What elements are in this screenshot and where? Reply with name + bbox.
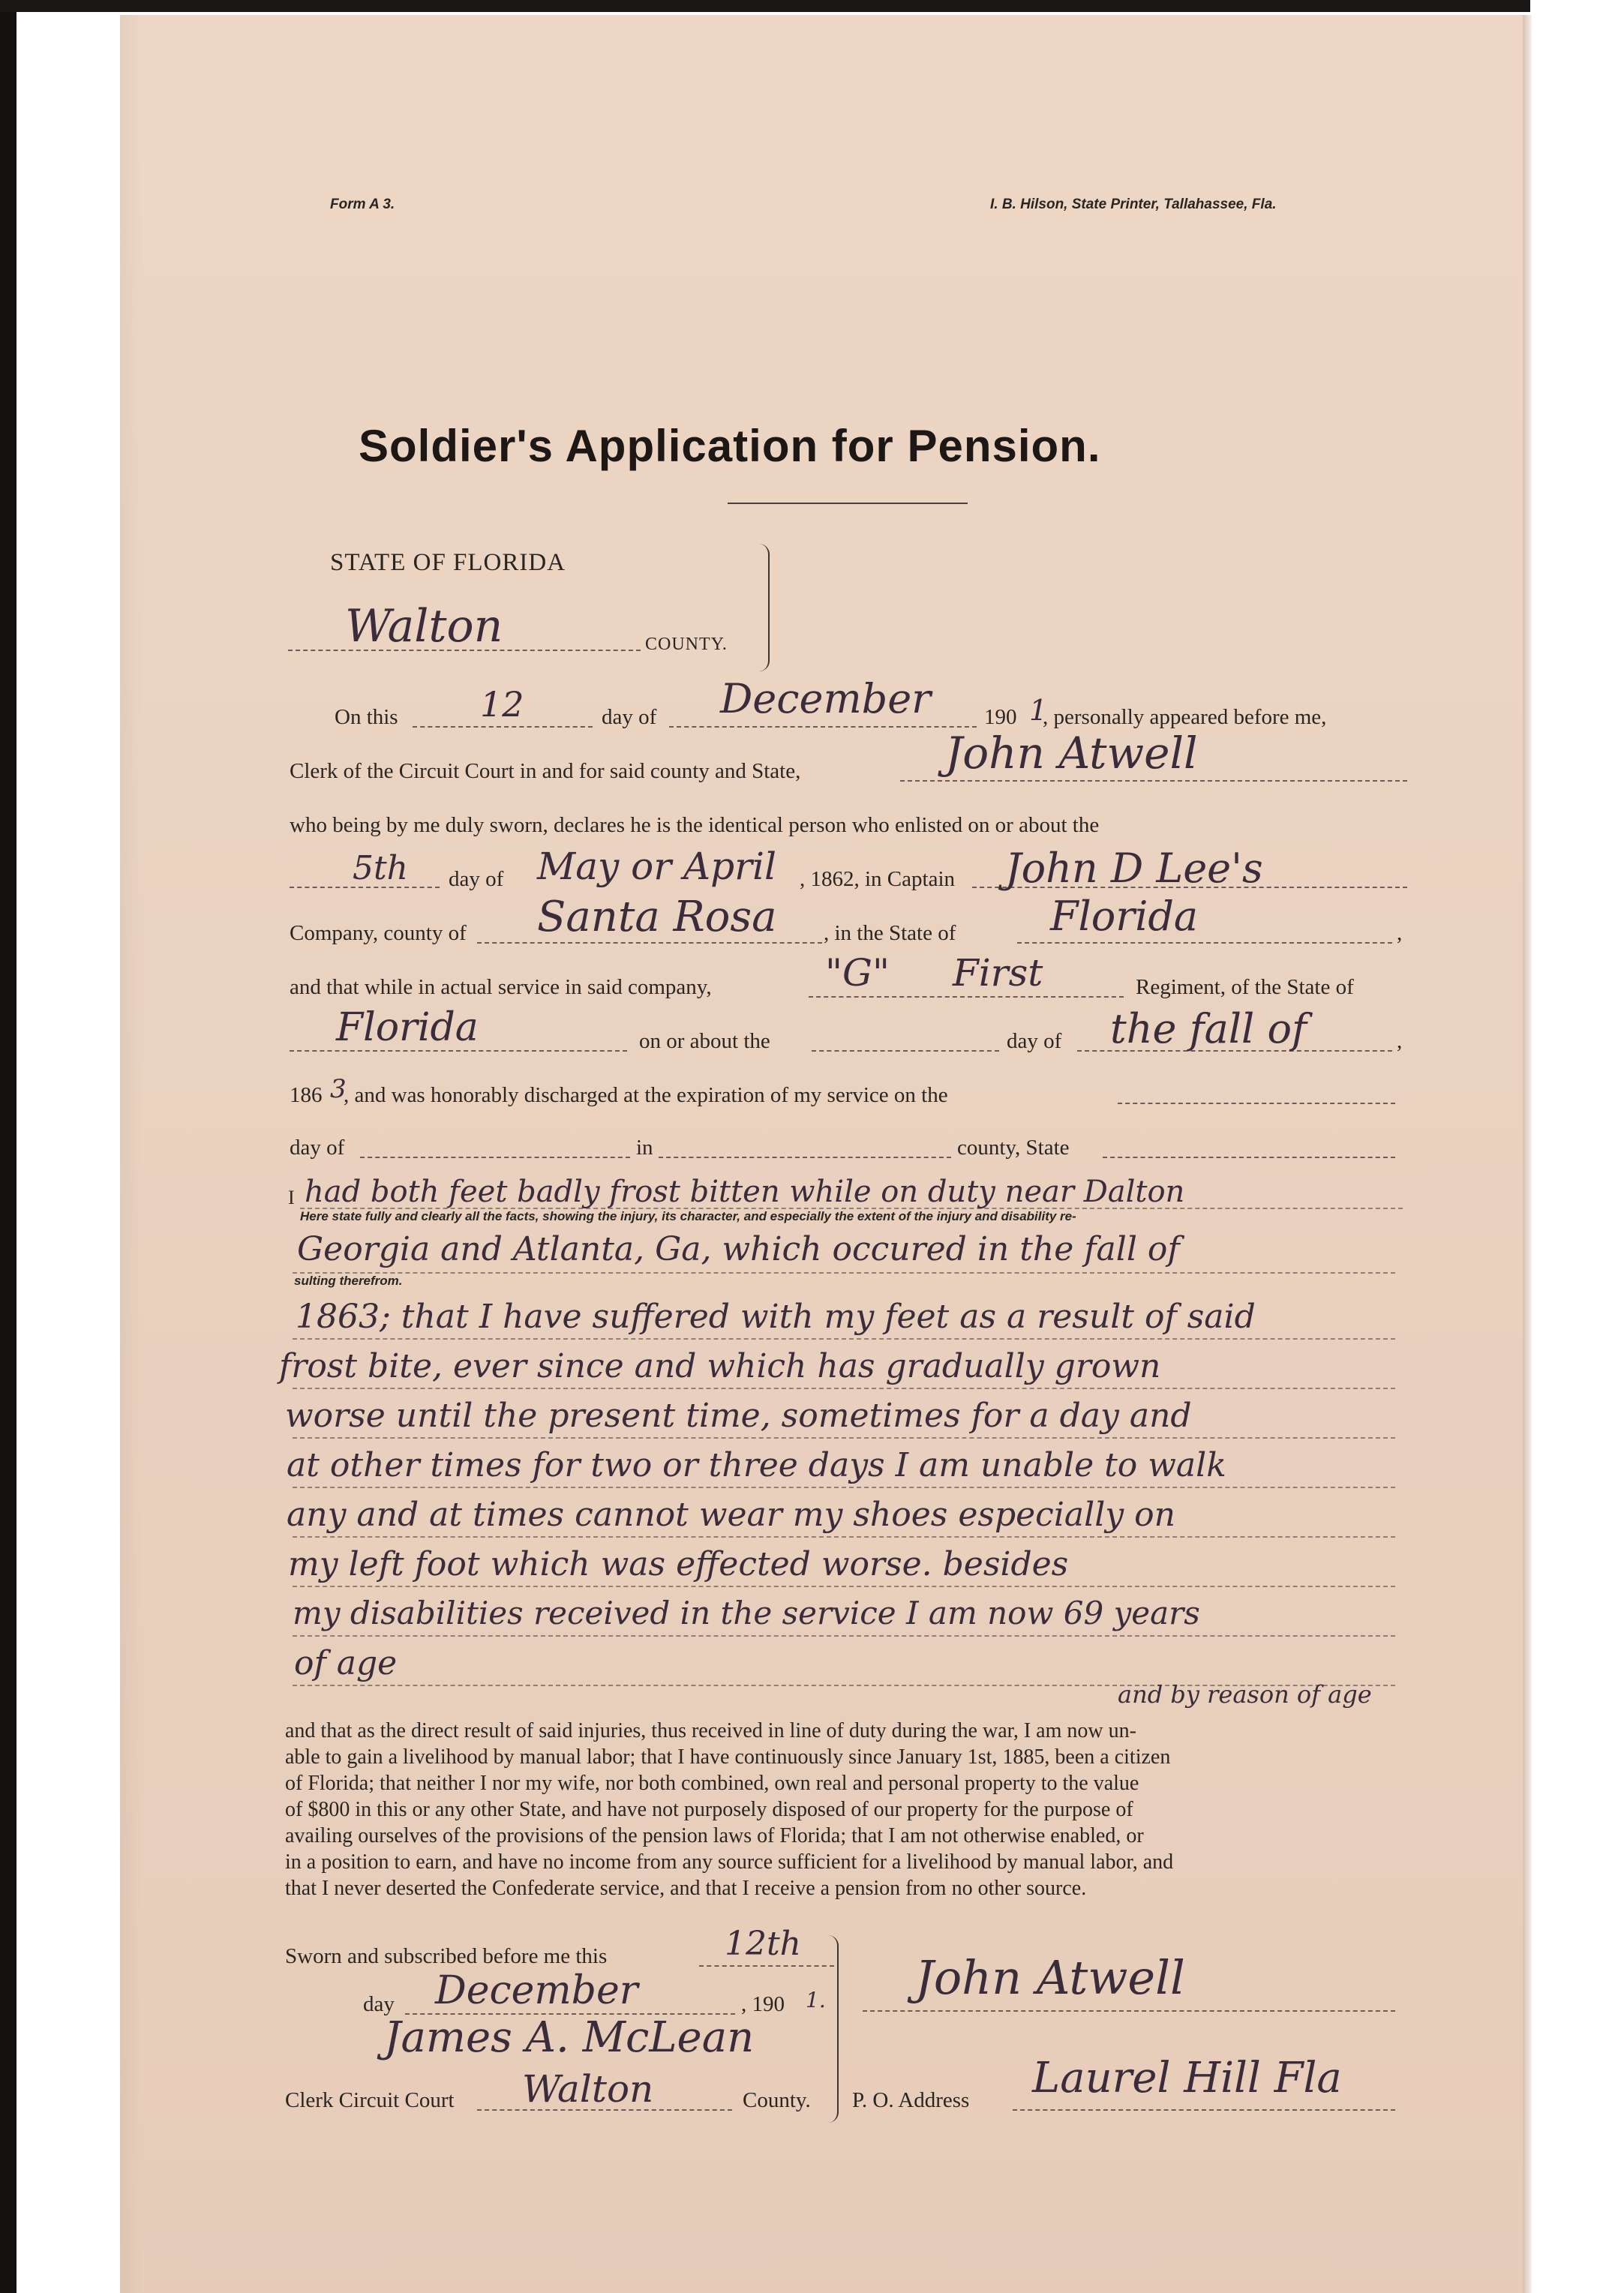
- injury-line-4: frost bite, ever since and which has gradually grown: [279, 1347, 1161, 1385]
- injury-line-10: of age: [294, 1644, 398, 1682]
- discharge-in-label: in: [636, 1136, 653, 1160]
- declaration-line: that I never deserted the Confederate service, and that I receive a pension from no other source.: [285, 1877, 1087, 1900]
- clerk-label: Clerk Circuit Court: [285, 2088, 455, 2112]
- injury-rule-5: [293, 1437, 1395, 1439]
- po-address-line: [1013, 2109, 1395, 2111]
- sheet-edge-shadow: [1523, 15, 1532, 2293]
- regiment-label: Regiment, of the State of: [1136, 975, 1354, 999]
- injury-rule-8: [293, 1586, 1395, 1587]
- day-line: [413, 726, 593, 728]
- jurat-day-value: 12th: [725, 1925, 802, 1963]
- enlist-state-value: Florida: [1050, 893, 1199, 940]
- venue-state: STATE OF FLORIDA: [330, 549, 566, 576]
- scan-border-top: [0, 0, 1530, 12]
- injury-line-5: worse until the present time, sometimes for a day and: [285, 1397, 1192, 1435]
- form-number: Form A 3.: [330, 197, 395, 212]
- injury-insertion: and by reason of age: [1118, 1680, 1372, 1709]
- jurat-day-line: [699, 1965, 834, 1967]
- declaration-line: in a position to earn, and have no income from any source sufficient for a livelihood by manual labor, and: [285, 1850, 1174, 1874]
- month-value: December: [720, 675, 931, 722]
- company-regiment-line: [809, 996, 1124, 998]
- injury-rule-6: [293, 1487, 1395, 1488]
- discharge-in-line: [659, 1157, 951, 1158]
- po-address-value: Laurel Hill Fla: [1032, 2054, 1342, 2102]
- injury-line-9: my disabilities received in the service I am now 69 years: [293, 1595, 1200, 1631]
- jurat-year-text: , 190: [741, 1992, 785, 2016]
- injury-rule-7: [293, 1536, 1395, 1538]
- enlist-day-of-label: day of: [449, 867, 504, 891]
- appeared-text: , personally appeared before me,: [1043, 705, 1327, 729]
- discharge-text: , and was honorably discharged at the expiration of my service on the: [344, 1083, 948, 1107]
- clerk-county-label: County.: [743, 2088, 811, 2112]
- clerk-text: Clerk of the Circuit Court in and for said county and State,: [290, 759, 801, 783]
- injury-day-of-label: day of: [1007, 1029, 1062, 1053]
- service-text: and that while in actual service in said company,: [290, 975, 712, 999]
- applicant-name: John Atwell: [945, 728, 1198, 779]
- clerk-county-value: Walton: [522, 2067, 654, 2111]
- declaration-line: able to gain a livelihood by manual labor; that I have continuously since January 1st, 1885, been a citizen: [285, 1745, 1171, 1769]
- county-name: Walton: [345, 600, 503, 653]
- state-of-label: , in the State of: [824, 921, 956, 945]
- sworn-declaration-text: who being by me duly sworn, declares he is the identical person who enlisted on or about the: [290, 813, 1100, 837]
- discharge-county-state-line: [1103, 1157, 1395, 1158]
- injury-rule-9: [293, 1635, 1395, 1637]
- declaration-line: and that as the direct result of said injuries, thus received in line of duty during the war, I am now un-: [285, 1719, 1136, 1742]
- comma-mark: ,: [1397, 921, 1403, 945]
- enlist-month-value: May or April: [537, 845, 777, 888]
- jurat-year-suffix: 1.: [806, 1988, 826, 2012]
- venue-brace: [756, 544, 770, 671]
- enlist-year-text: , 1862, in Captain: [800, 867, 956, 891]
- sworn-text: Sworn and subscribed before me this: [285, 1944, 608, 1968]
- injury-rule-3: [293, 1338, 1395, 1340]
- captain-name: John D Lee's: [1005, 845, 1263, 892]
- declaration-line: of Florida; that neither I nor my wife, nor both combined, own real and personal property to the value: [285, 1772, 1139, 1795]
- injury-date-value: the fall of: [1110, 1005, 1307, 1052]
- printer-credit: I. B. Hilson, State Printer, Tallahassee, Fla.: [990, 197, 1277, 212]
- injury-prefix: I: [288, 1187, 295, 1208]
- discharge-year-suffix: 3: [330, 1074, 347, 1104]
- enlist-state-line: [1017, 942, 1392, 944]
- year-suffix: 1: [1029, 694, 1048, 727]
- injury-rule-2: [293, 1272, 1395, 1274]
- enlist-day-value: 5th: [353, 849, 409, 887]
- injury-rule-4: [293, 1388, 1395, 1389]
- injury-line-6: at other times for two or three days I am unable to walk: [287, 1446, 1226, 1484]
- declaration-paragraph: [285, 1718, 1410, 1901]
- day-of-label: day of: [602, 705, 657, 729]
- injury-line-8: my left foot which was effected worse. besides: [288, 1545, 1069, 1583]
- service-state-value: Florida: [336, 1005, 479, 1050]
- discharge-year-prefix: 186: [290, 1083, 323, 1107]
- declaration-line: of $800 in this or any other State, and have not purposely disposed of our property for the purpose of: [285, 1798, 1133, 1821]
- enlist-county-line: [477, 942, 822, 944]
- declaration-line: availing ourselves of the provisions of the pension laws of Florida; that I am not otherwise enabled, or: [285, 1824, 1144, 1847]
- discharge-day-line: [360, 1157, 630, 1158]
- discharge-day-of-label: day of: [290, 1136, 345, 1160]
- year-prefix: 190: [984, 705, 1017, 729]
- day-value: 12: [480, 684, 524, 725]
- on-or-about-label: on or about the: [639, 1029, 770, 1053]
- county-label: COUNTY.: [645, 635, 728, 654]
- on-this-label: On this: [335, 705, 398, 729]
- regiment-value: First: [953, 951, 1043, 995]
- injury-line-1: had both feet badly frost bitten while on duty near Dalton: [305, 1175, 1185, 1209]
- company-county-label: Company, county of: [290, 921, 467, 945]
- discharge-line: [1118, 1103, 1395, 1104]
- month-line: [669, 726, 977, 728]
- injury-instructions-2: sulting therefrom.: [294, 1274, 403, 1288]
- applicant-name-line: [900, 780, 1407, 782]
- jurat-day-label: day: [363, 1992, 395, 2016]
- discharge-county-state-label: county, State: [957, 1136, 1070, 1160]
- applicant-signature-line: [863, 2010, 1395, 2012]
- title-divider: [728, 503, 968, 504]
- injury-line-3: 1863; that I have suffered with my feet as a result of said: [296, 1298, 1256, 1336]
- company-letter: "G": [825, 951, 890, 995]
- clerk-signature: James A. McLean: [384, 2013, 755, 2062]
- jurat-month-value: December: [435, 1968, 638, 2013]
- po-address-label: P. O. Address: [852, 2088, 970, 2112]
- comma-mark-2: ,: [1397, 1029, 1403, 1053]
- injury-instructions-1: Here state fully and clearly all the facts, showing the injury, its character, and especially the extent of the injury and disability re-: [300, 1209, 1076, 1223]
- injury-line-2: Georgia and Atlanta, Ga, which occured in the fall of: [297, 1230, 1180, 1268]
- service-state-line: [290, 1050, 627, 1052]
- injury-line-7: any and at times cannot wear my shoes especially on: [287, 1496, 1175, 1534]
- jurat-brace: [825, 1935, 839, 2123]
- page-title: Soldier's Application for Pension.: [359, 421, 1101, 471]
- applicant-signature: John Atwell: [915, 1950, 1185, 2005]
- scan-border-left: [0, 0, 17, 2293]
- enlist-county-value: Santa Rosa: [537, 893, 777, 941]
- injury-day-line: [812, 1050, 999, 1052]
